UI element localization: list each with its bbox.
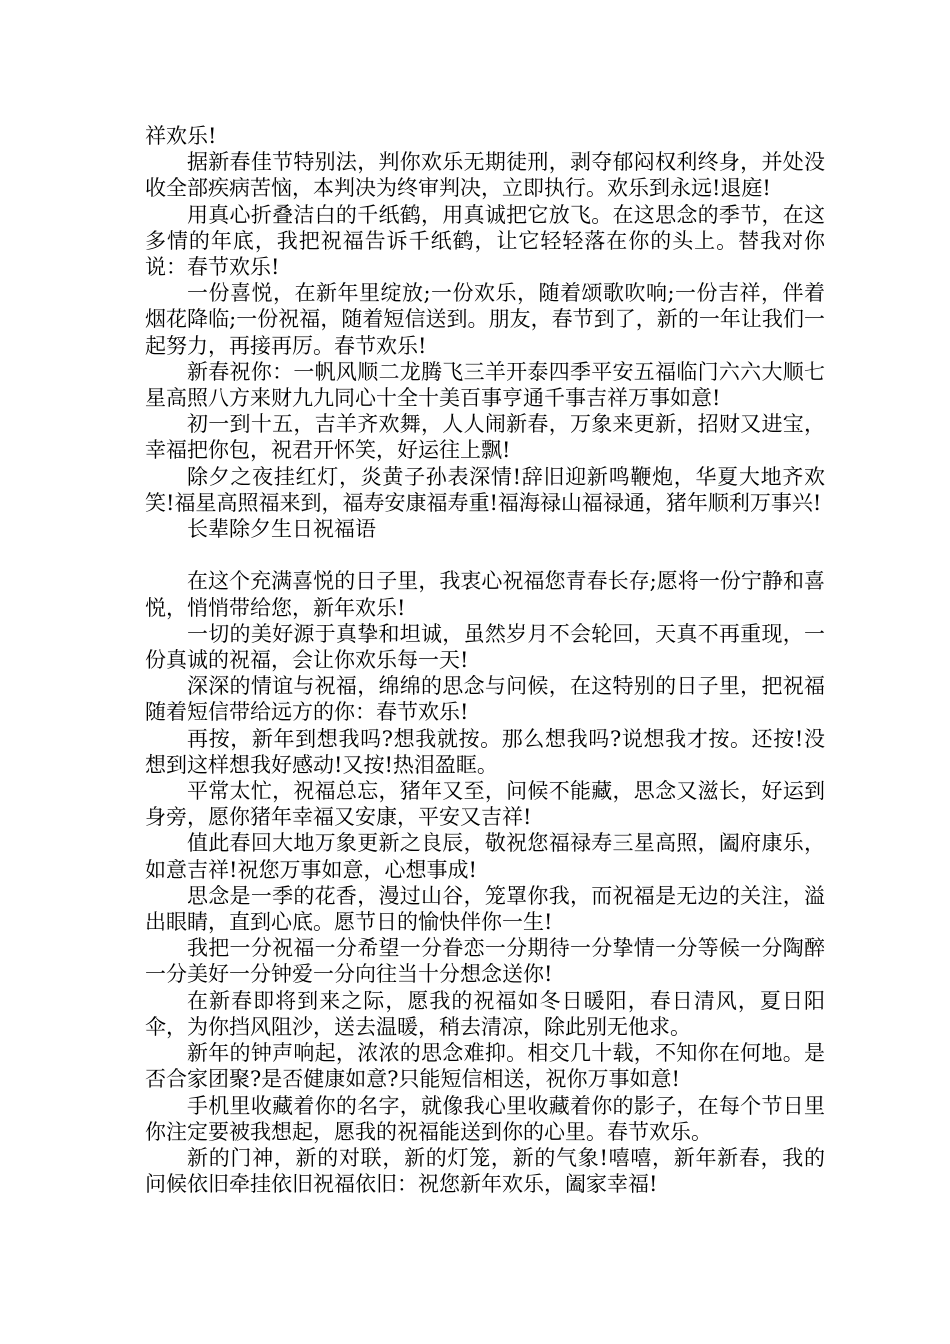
paragraph: 据新春佳节特别法，判你欢乐无期徒刑，剥夺郁闷权利终身，并处没收全部疾病苦恼，本判决为终审判决，立即执行。欢乐到永远!退庭! xyxy=(145,150,825,201)
paragraph: 新年的钟声响起，浓浓的思念难抑。相交几十载，不知你在何地。是否合家团聚?是否健康如意?只能短信相送，祝你万事如意! xyxy=(145,1041,825,1092)
paragraph: 深深的情谊与祝福，绵绵的思念与问候，在这特别的日子里，把祝福随着短信带给远方的你：春节欢乐! xyxy=(145,674,825,725)
paragraph: 初一到十五，吉羊齐欢舞，人人闹新春，万象来更新，招财又进宝，幸福把你包，祝君开怀笑，好运往上飘! xyxy=(145,412,825,463)
paragraph: 一份喜悦，在新年里绽放;一份欢乐，随着颂歌吹响;一份吉祥，伴着烟花降临;一份祝福，随着短信送到。朋友，春节到了，新的一年让我们一起努力，再接再厉。春节欢乐! xyxy=(145,281,825,358)
paragraph: 我把一分祝福一分希望一分眷恋一分期待一分挚情一分等候一分陶醉一分美好一分钟爱一分向往当十分想念送你! xyxy=(145,936,825,987)
paragraph: 再按，新年到想我吗?想我就按。那么想我吗?说想我才按。还按!没想到这样想我好感动!又按!热泪盈眶。 xyxy=(145,726,825,777)
paragraph: 新的门神，新的对联，新的灯笼，新的气象!嘻嘻，新年新春，我的问候依旧牵挂依旧祝福依旧：祝您新年欢乐，阖家幸福! xyxy=(145,1145,825,1197)
paragraph: 手机里收藏着你的名字，就像我心里收藏着你的影子，在每个节日里你注定要被我想起，愿我的祝福能送到你的心里。春节欢乐。 xyxy=(145,1093,825,1144)
paragraph: 新春祝你：一帆风顺二龙腾飞三羊开泰四季平安五福临门六六大顺七星高照八方来财九九同心十全十美百事亨通千事吉祥万事如意! xyxy=(145,359,825,411)
paragraph: 在新春即将到来之际，愿我的祝福如冬日暖阳，春日清风，夏日阳伞，为你挡风阻沙，送去温暖，稍去清凉，除此别无他求。 xyxy=(145,988,825,1039)
paragraph: 一切的美好源于真挚和坦诚，虽然岁月不会轮回，天真不再重现，一份真诚的祝福，会让你欢乐每一天! xyxy=(145,621,825,673)
paragraph: 平常太忙，祝福总忘，猪年又至，问候不能藏，思念又滋长，好运到身旁，愿你猪年幸福又安康，平安又吉祥! xyxy=(145,779,825,830)
paragraph: 除夕之夜挂红灯，炎黄子孙表深情!辞旧迎新鸣鞭炮，华夏大地齐欢笑!福星高照福来到，福寿安康福寿重!福海禄山福禄通，猪年顺利万事兴! xyxy=(145,464,825,515)
blank-line xyxy=(145,542,825,568)
document-body xyxy=(145,123,825,1197)
paragraph: 在这个充满喜悦的日子里，我衷心祝福您青春长存;愿将一份宁静和喜悦，悄悄带给您，新年欢乐! xyxy=(145,569,825,620)
paragraph: 值此春回大地万象更新之良辰，敬祝您福禄寿三星高照，阖府康乐，如意吉祥!祝您万事如意，心想事成! xyxy=(145,831,825,882)
section-title: 长辈除夕生日祝福语 xyxy=(187,517,376,542)
paragraph: 用真心折叠洁白的千纸鹤，用真诚把它放飞。在这思念的季节，在这多情的年底，我把祝福告诉千纸鹤，让它轻轻落在你的头上。替我对你说：春节欢乐! xyxy=(145,202,825,280)
paragraph: 思念是一季的花香，漫过山谷，笼罩你我，而祝福是无边的关注，溢出眼睛，直到心底。愿节日的愉快伴你一生! xyxy=(145,883,825,935)
opening-line: 祥欢乐! xyxy=(145,124,217,148)
